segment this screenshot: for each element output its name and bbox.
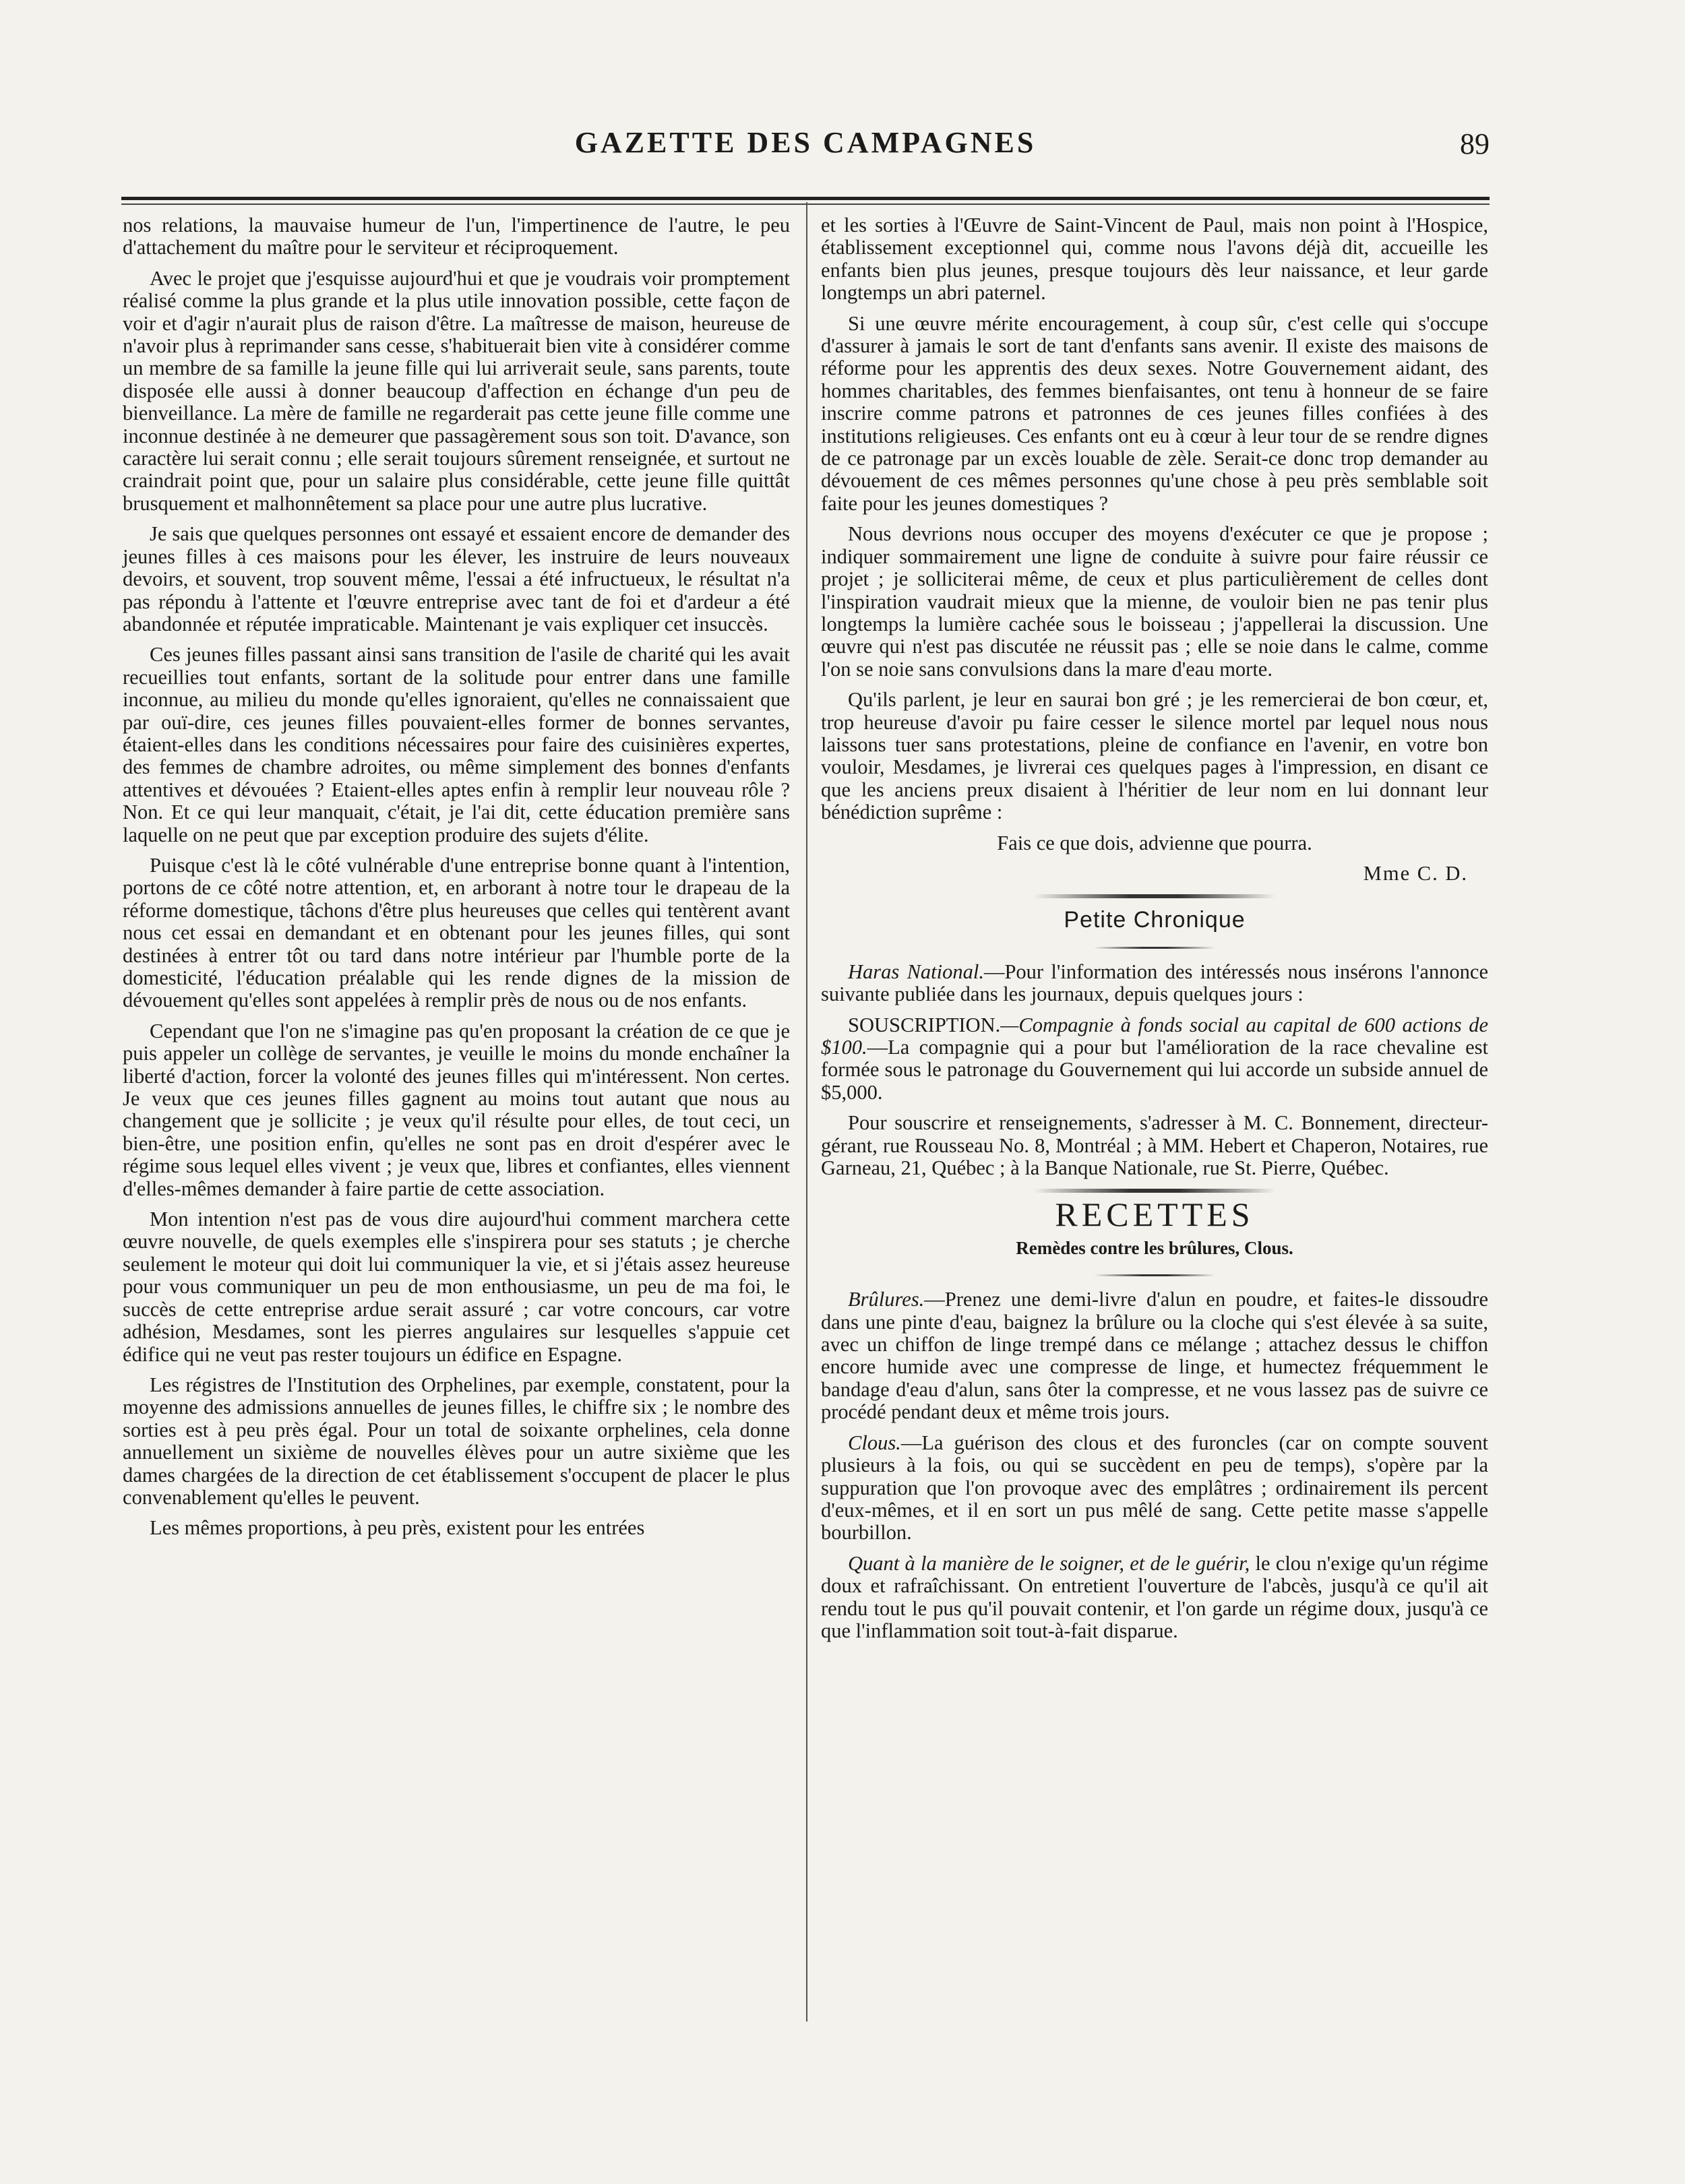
chronique-text-1: —Pour l'information des intéressés nous insérons l'annonce suivante publiée dans les journaux, depuis quelques jours : <box>821 960 1488 1006</box>
header-rule-thin <box>121 204 1490 205</box>
left-paragraph-8: Les régistres de l'Institution des Orphelines, par exemple, constatent, pour la moyenne des admissions annuelles de jeunes filles, le chiffre six ; le nombre des sorties est à peu près égal. Pour un total de soixante orphelines, cela donne annuellement un sixième de nouvelles élèves pour un autre sixième que les dames chargées de la direction de cet établissement s'occupent de placer le plus convenablement qu'elles le peuvent. <box>123 1373 790 1509</box>
brulures-lead: Brûlures. <box>848 1288 925 1311</box>
motto: Fais ce que dois, advienne que pourra. <box>997 831 1312 854</box>
right-paragraph-1: et les sorties à l'Œuvre de Saint-Vincent de Paul, mais non point à l'Hospice, établissement exceptionnel qui, comme nous l'avons déjà dit, accueille les enfants bien plus jeunes, presque toujours dès leur naissance, et leur garde longtemps un abri paternel. <box>821 214 1488 305</box>
souscription-text: —La compagnie qui a pour but l'amélioration de la race chevaline est formée sous le patronage du Gouvernement qui lui accorde un subside annuel de $5,000. <box>821 1036 1488 1104</box>
brulures-text: —Prenez une demi-livre d'alun en poudre, et faites-le dissoudre dans une pinte d'eau, baignez la brûlure ou la cloche qui s'est élevée à sa suite, avec un chiffon de linge trempé dans ce mélange ; attachez dessus le chiffon encore humide avec une compresse de linge, et humectez fréquemment le bandage d'eau d'alun, sans ôter la compresse, et ne vous lassez pas de suivre ce procédé pendant deux et même trois jours. <box>821 1288 1488 1424</box>
recettes-title: RECETTES <box>1055 1195 1254 1234</box>
left-paragraph-3: Je sais que quelques personnes ont essayé et essaient encore de demander des jeunes filles à ces maisons pour les élever, les instruire de leurs nouveaux devoirs, et souvent, trop souvent même, l'essai a été infructueux, le résultat n'a pas répondu à l'attente et l'œuvre entreprise avec tant de foi et d'ardeur a été abandonnée et réputée impraticable. Maintenant je vais expliquer cet insuccès. <box>123 522 790 635</box>
publication-title: GAZETTE DES CAMPAGNES <box>574 126 1037 159</box>
right-paragraph-3: Nous devrions nous occuper des moyens d'exécuter ce que je propose ; indiquer sommairement une ligne de conduite à suivre pour faire réussir ce projet ; je solliciterai même, de ceux et plus particulièrement de celles dont l'inspiration vaudrait mieux que la mienne, de vouloir bien ne pas tenir plus longtemps la lumière cachée sous le boisseau ; j'appellerai la discussion. Une œuvre qui n'est pas discutée ne réussit pas ; elle se noie dans le calme, comme l'on se noie sans convulsions dans la mare d'eau morte. <box>821 522 1488 681</box>
soin-lead: Quant à la manière de le soigner, et de le guérir, <box>848 1551 1250 1575</box>
left-paragraph-5: Puisque c'est là le côté vulnérable d'une entreprise bonne quant à l'intention, portons de ce côté notre attention, et, en arborant à notre tour le drapeau de la réforme domestique, tâchons d'être plus heureuses que celles qui tentèrent avant nous cet essai en demandant et en obtenant pour les jeunes filles, qui sont destinées à entrer tôt ou tard dans notre intérieur par l'humble porte de la domesticité, l'éducation préalable qui les rende dignes de la mission de dévouement qu'elles sont appelées à remplir près de nous ou de nos enfants. <box>123 853 790 1012</box>
left-paragraph-4: Ces jeunes filles passant ainsi sans transition de l'asile de charité qui les avait recueillies tout enfants, sortant de la solitude pour entrer dans une famille inconnue, au milieu du monde qu'elles ignoraient, qu'elles ne connaissaient que par ouï-dire, ces jeunes filles pouvaient-elles former de bonnes servantes, étaient-elles dans les conditions nécessaires pour faire des cuisinières expertes, des femmes de chambre adroites, ou même simplement des bonnes d'enfants attentives et dévouées ? Etaient-elles aptes enfin à remplir leur nouveau rôle ? Non. Et ce qui leur manquait, c'était, je l'ai dit, cette éducation première sans laquelle on ne peut que par exception produire des sujets d'élite. <box>123 643 790 846</box>
recettes-subtitle: Remèdes contre les brûlures, Clous. <box>1016 1237 1293 1258</box>
section-ornament <box>1033 894 1276 898</box>
chronique-title: Petite Chronique <box>1064 907 1246 933</box>
left-paragraph-9: Les mêmes proportions, à peu près, existent pour les entrées <box>150 1516 645 1540</box>
left-paragraph-6: Cependant que l'on ne s'imagine pas qu'en proposant la création de ce que je puis appeler un collège de servantes, je veuille le moins du monde enchaîner la liberté d'action, forcer la volonté des jeunes filles qui m'intéressent. Non certes. Je veux que ces jeunes filles gagnent au moins tout autant que nous au changement que je sollicite ; je veux qu'il résulte pour elles, de tout ceci, un bien-être, une position enfin, qu'elles ne sont pas en droit d'espérer avec le régime sous lequel elles vivent ; je veux que, libres et confiantes, elles viennent d'elles-mêmes demander à faire partie de cette association. <box>123 1019 790 1200</box>
left-paragraph-2: Avec le projet que j'esquisse aujourd'hui et que je voudrais voir promptement réalisé comme la plus grande et la plus utile innovation possible, cette façon de voir et d'agir n'aurait plus de raison d'être. La maîtresse de maison, heureuse de n'avoir plus à reprimander sans cesse, s'habituerait bien vite à considérer comme un membre de sa famille la jeune fille qui lui arriverait seule, sans parents, toute disposée elle aussi à donner beaucoup d'affection en échange d'un peu de bienveillance. La mère de famille ne regarderait pas cette jeune fille comme une inconnue destinée à ne demeurer que passagèrement sous son toit. D'avance, son caractère lui serait connu ; elle serait toujours sûrement renseignée, et surtout ne craindrait point que, pour un salaire plus considérable, cette jeune fille quittât brusquement et malhonnêtement sa place pour une autre plus lucrative. <box>123 266 790 515</box>
recettes-ornament <box>1033 1189 1276 1193</box>
page-number: 89 <box>1460 127 1490 160</box>
left-column <box>123 214 790 1548</box>
clous-lead: Clous. <box>848 1431 901 1454</box>
soin-text: le clou n'exige qu'un régime doux et rafraîchissant. On entretient l'ouverture de l'abcès, jusqu'à ce qu'il ait rendu tout le pus qu'il pouvait contenir, et l'on garde un régime doux, jusqu'à ce que l'inflammation soit tout-à-fait disparue. <box>821 1551 1488 1642</box>
souscription-lead: SOUSCRIPTION. <box>848 1013 1001 1036</box>
right-paragraph-2: Si une œuvre mérite encouragement, à coup sûr, c'est celle qui s'occupe d'assurer à jamais le sort de tant d'enfants sans avenir. Il existe des maisons de réforme pour les apprentis des deux sexes. Notre Gouvernement aidant, des hommes charitables, des femmes bienfaisantes, ont tenu à honneur de se faire inscrire comme patrons et patronnes de ces jeunes filles confiées à des institutions religieuses. Ces enfants ont eu à cœur à leur tour de se rendre dignes de ce patronage par un excès louable de zèle. Serait-ce donc trop demander au dévouement de ces mêmes personnes qu'une chose à peu près semblable soit faite pour les jeunes domestiques ? <box>821 311 1488 515</box>
chronique-paragraph-1 <box>821 961 1488 1006</box>
chronique-header <box>821 909 1488 931</box>
column-divider <box>806 202 807 2022</box>
page-header <box>121 125 1490 173</box>
left-paragraph-1: nos relations, la mauvaise humeur de l'un, l'impertinence de l'autre, le peu d'attachement du maître pour le serviteur et réciproquement. <box>123 214 790 259</box>
clous-text: —La guérison des clous et des furoncles (car on compte souvent plusieurs à la fois, ou qui se succèdent en peu de temps), s'opère par la suppuration que l'on provoque avec des emplâtres ; ordinairement ils percent d'eux-mêmes, et il en sort un pus mêlé de sang. Cette petite masse s'appelle bourbillon. <box>821 1431 1488 1545</box>
left-paragraph-7: Mon intention n'est pas de vous dire aujourd'hui comment marchera cette œuvre nouvelle, de quels exemples elle s'inspirera pour ses statuts ; je cherche seulement le moteur qui doit lui communiquer la vie, et si j'étais assez heureuse pour vous communiquer un peu de mon enthousiasme, un peu de ma foi, le succès de cette entreprise ardue serait assuré ; car votre concours, car votre adhésion, Mesdames, sont les pierres angulaires sur lesquelles s'appuie cet édifice qui ne veut pas rester toujours un édifice en Espagne. <box>123 1208 790 1366</box>
chronique-underline <box>1094 947 1215 949</box>
author-signature: Mme C. D. <box>1363 861 1468 885</box>
brulures-paragraph <box>821 1288 1488 1423</box>
soin-paragraph <box>821 1553 1488 1643</box>
recettes-header <box>821 1195 1488 1259</box>
right-paragraph-4: Qu'ils parlent, je leur en saurai bon gré ; je les remercierai de bon cœur, et, trop heureuse d'avoir pu faire cesser le silence mortel par lequel nous nous laissons tuer sans protestations, pleine de confiance en l'avenir, en votre bon vouloir, Mesdames, je livrerai ces quelques pages à l'impression, en disant ce que les anciens preux disaient à l'héritier de leur nom en lui donnant leur bénédiction suprême : <box>821 688 1488 824</box>
right-column <box>821 214 1488 1650</box>
souscription-italic: —Compagnie à fonds social au capital de 600 actions de $100. <box>821 1013 1488 1059</box>
chronique-lead: Haras National. <box>848 960 984 983</box>
chronique-paragraph-2 <box>821 1014 1488 1104</box>
recettes-underline <box>1094 1274 1215 1276</box>
chronique-paragraph-3: Pour souscrire et renseignements, s'adresser à M. C. Bonnement, directeur-gérant, rue Rousseau No. 8, Montréal ; à MM. Hebert et Chaperon, Notaires, rue Garneau, 21, Québec ; à la Banque Nationale, rue St. Pierre, Québec. <box>821 1111 1488 1180</box>
header-rule <box>121 197 1490 200</box>
clous-paragraph <box>821 1432 1488 1545</box>
